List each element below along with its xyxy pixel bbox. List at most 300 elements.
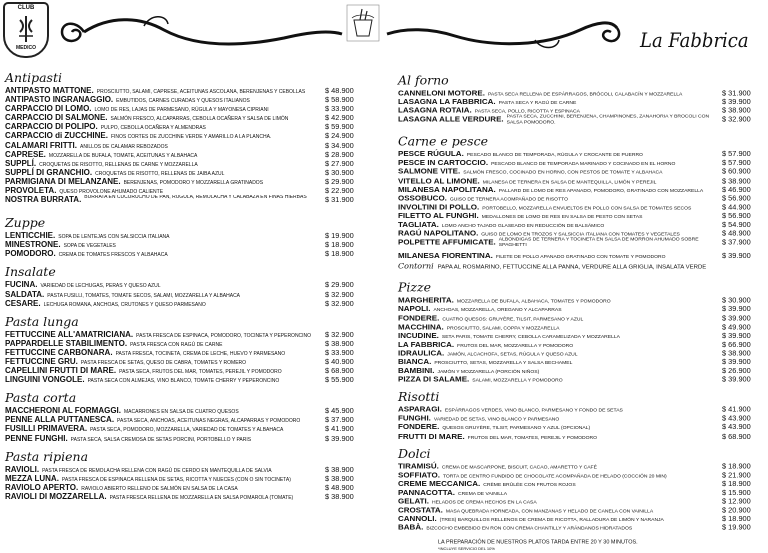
contorni-note (398, 262, 766, 273)
dish-price: $ 41.900 (722, 405, 751, 414)
dish-name: OSSOBUCO. (398, 193, 447, 203)
dish-description: PASTA SECA, FRUTOS DEL MAR, TOMATES, PEREJIL Y POMODORO (119, 369, 282, 376)
dish-price: $ 19.900 (722, 523, 751, 532)
preparation-time-note: LA PREPARACIÓN DE NUESTROS PLATOS TARDA ENTRE 20 Y 30 MINUTOS. (438, 539, 638, 546)
dish-name: RAVIOLO APERTO. (5, 482, 79, 492)
menu-item-antipasto-mattone (5, 86, 369, 95)
menu-item-fondere (398, 423, 766, 432)
menu-item-antipasto-ingranaggio (5, 95, 369, 104)
dish-name: LINGUINI VONGOLE. (5, 375, 85, 385)
dish-name: IDRAULICA. (398, 348, 445, 358)
dish-name: RAVIOLI DI MOZZARELLA. (5, 491, 107, 501)
dish-description: PASTA FRESCA DE ESPINACA RELLENA DE SETAS, RICOTTA Y NUECES (CON O SIN TOCINETA) (61, 476, 291, 483)
dish-price: $ 21.900 (722, 470, 751, 480)
dish-price: $ 38.900 (722, 348, 751, 358)
dish-name: FONDERE. (398, 313, 440, 323)
dish-price: $ 29.900 (325, 280, 354, 290)
dish-description: GUISO DE LOMO EN TROZOS Y SALSICCIA ITALIANA CON TOMATES Y VEGETALES (481, 231, 680, 238)
menu-item-incudine (398, 331, 766, 340)
menu-item-maccheroni-al-formaggi (5, 406, 369, 415)
menu-item-margherita (398, 296, 766, 305)
dish-price: $ 30.900 (722, 295, 751, 305)
logo-bottom-text: MEDICO (16, 45, 36, 51)
dish-description: MOZZARELLA DE BUFALA, ALBAHACA, TOMATES Y POMODORO (456, 298, 611, 305)
dish-price: $ 12.900 (722, 496, 751, 506)
dish-price: $ 29.900 (325, 176, 354, 186)
dish-description: PASTA SECA, ZUCCHINI, BERENJENA, CHAMPIÑONES, ZANAHORIA Y BRÓCOLI CON SALSA POMODORO. (506, 114, 710, 126)
section-title: Carne e pesce (398, 134, 766, 149)
section-title: Al forno (398, 73, 766, 88)
dish-name: FILETTO AL FUNGHI. (398, 211, 479, 221)
dish-description: MACARRONES EN SALSA DE CUATRO QUESOS (124, 409, 239, 416)
menu-item-cannoli (398, 514, 766, 523)
dish-description: RAVIOLO ABIERTO RELLENO DE SALMÓN EN SALSA DE LA CASA (81, 485, 238, 492)
menu-item-fettuccine-carbonara (5, 348, 369, 357)
dish-name: LA FABBRICA. (398, 339, 455, 349)
dish-description: SOPA DE VEGETALES (63, 243, 116, 250)
dish-price: $ 56.900 (722, 193, 751, 203)
dish-price: $ 55.900 (325, 375, 354, 385)
logo-top-text: CLUB (17, 5, 35, 11)
menu-item-vitello-al-limone (398, 176, 766, 185)
dish-description: GUISO DE TERNERA ACOMPAÑADO DE RISOTTO (449, 196, 568, 203)
dish-name: MACCHERONI AL FORMAGGI. (5, 406, 121, 416)
section-title: Pasta lunga (5, 314, 369, 330)
menu-item-saldata (5, 290, 369, 299)
dish-name: CANNELONI MOTORE. (398, 88, 485, 98)
menu-item-tagliata (398, 220, 766, 229)
dish-name: MEZZA LUNA. (5, 473, 59, 483)
dish-description: MEDALLONES DE LOMO DE RES EN SALSA DE PESTO CON SETAS (481, 214, 643, 221)
dish-name: FUCINA. (5, 280, 38, 290)
dish-name: MINESTRONE. (5, 240, 61, 250)
dish-price: $ 32.900 (325, 298, 354, 308)
left-flourish-icon (54, 10, 344, 54)
dish-description: PASTA SECA, ANCHOAS, ACEITUNAS NEGRAS, ALCAPARRAS Y POMODORO (117, 418, 301, 425)
menu-item-tiramisu (398, 462, 766, 471)
dish-name: PESCE IN CARTOCCIO. (398, 158, 489, 168)
dish-name: ASPARAGI. (398, 405, 442, 414)
dish-price: $ 43.900 (722, 422, 751, 432)
dish-price: $ 38.900 (722, 176, 751, 185)
dish-price: $ 57.900 (722, 149, 751, 159)
dish-price: $ 37.900 (722, 237, 751, 247)
dish-price: $ 39.900 (722, 304, 751, 314)
dish-description: BURRATA EN CUCURUCHO DE PAN, RÚGULA, REMOLACHA Y CALABAZA EN FINAS HIERBAS (84, 195, 307, 201)
dish-description: CREMA DE MASCARPONE, BISCUIT, CACAO, AMARETTO Y CAFÉ (441, 464, 597, 471)
menu-item-raviolo-aperto (5, 483, 369, 492)
menu-item-pizza-di-salame (398, 375, 766, 384)
dish-name: LASAGNA ROTAIA. (398, 106, 472, 115)
dish-name: CROSTATA. (398, 505, 443, 515)
dish-price: $ 68.900 (325, 366, 354, 376)
menu-item-nostra-burrata (5, 195, 369, 209)
dish-description: BERENJENAS, POMODORO Y MOZZARELLA GRATINADOS (123, 179, 264, 186)
menu-item-asparagi (398, 405, 766, 414)
dish-price: $ 34.900 (325, 140, 354, 150)
dish-description: FRUTOS DEL MAR, TOMATES, PEREJIL Y POMODORO (467, 434, 598, 441)
section-risotti (398, 390, 766, 441)
dish-price: $ 38.900 (325, 491, 354, 501)
dish-name: INVOLTINI DI POLLO. (398, 202, 480, 212)
dish-name: BIANCA. (398, 357, 432, 367)
dish-price: $ 32.900 (325, 289, 354, 299)
dish-price: $ 56.900 (722, 211, 751, 221)
menu-item-la-fabbrica (398, 340, 766, 349)
dish-name: CALAMARI FRITTI. (5, 140, 77, 150)
dish-name: CARPACCIO DI LOMO. (5, 104, 92, 114)
dish-description: SALAMI, MOZZARELLA Y POMODORO (472, 377, 563, 384)
dish-price: $ 31.900 (722, 88, 751, 98)
dish-name: PIZZA DI SALAME. (398, 375, 470, 384)
menu-item-creme-meccanica (398, 479, 766, 488)
dish-description: JAMÓN Y MOZZARELLA (PORCIÓN NIÑOS) (437, 369, 540, 375)
menu-item-linguini-vongole (5, 375, 369, 384)
dish-name: TAGLIATA. (398, 220, 439, 229)
section-antipasti (5, 70, 369, 209)
dish-price: $ 19.900 (325, 231, 354, 241)
menu-item-bianca (398, 357, 766, 366)
dish-name: PARMIGIANA DI MELANZANE. (5, 176, 121, 186)
dish-price: $ 48.900 (325, 482, 354, 492)
dish-price: $ 32.900 (325, 329, 354, 339)
dish-name: PAPPARDELLE STABILIMENTO. (5, 338, 128, 348)
dish-description: FILETE DE POLLO APANADO GRATINADO CON TOMATE Y POMODORO (495, 254, 666, 260)
menu-item-baba (398, 523, 766, 532)
section-al-forno (398, 73, 766, 128)
dish-description: FRUTOS DEL MAR, MOZZARELLA Y POMODORO (457, 342, 574, 349)
dish-price: $ 26.900 (722, 366, 751, 375)
menu-item-canneloni-motore (398, 88, 766, 97)
dish-name: FUSILLI PRIMAVERA. (5, 424, 88, 434)
dish-name: LENTICCHIE. (5, 231, 56, 241)
dish-name: CESARE. (5, 298, 41, 308)
menu-right-column (398, 73, 766, 551)
menu-item-macchina (398, 322, 766, 331)
dish-price: $ 40.900 (325, 356, 354, 366)
dish-name: MILANESA FIORENTINA. (398, 251, 493, 260)
dish-name: MARGHERITA. (398, 295, 454, 305)
dish-price: $ 28.900 (325, 149, 354, 159)
dish-price: $ 44.900 (722, 202, 751, 212)
dish-name: MILANESA NAPOLITANA. (398, 184, 496, 194)
dish-name: FRUTTI DI MARE. (398, 431, 465, 441)
dish-price: $ 39.900 (722, 331, 751, 340)
menu-item-fettuccine-all-amatriciana (5, 330, 369, 339)
dish-name: PROVOLETA. (5, 186, 57, 196)
menu-item-caprese (5, 150, 369, 159)
dish-price: $ 27.900 (325, 158, 354, 168)
dish-description: PASTA FRESCA DE ESPINACA, POMODORO, TOCINETA Y PEPERONCINO (136, 332, 312, 339)
dish-description: CROQUETAS DE RISOTTO, RELLENAS DE CARNE Y MOZZARELLA (39, 161, 198, 168)
menu-item-milanesa-napolitana (398, 185, 766, 194)
section-insalate (5, 264, 369, 307)
dish-description: VARIEDAD DE LECHUGAS, PERAS Y QUESO AZUL (40, 283, 161, 290)
dish-description: CREMA DE TOMATES FRESCOS Y ALBAHACA (58, 252, 168, 259)
menu-item-carpaccio-di-lomo (5, 104, 369, 113)
dish-price: $ 38.900 (325, 473, 354, 483)
menu-item-suppli (5, 159, 369, 168)
dish-name: POLPETTE AFFUMICATE. (398, 237, 496, 247)
dish-name: SALMONE VITE. (398, 167, 461, 177)
dish-description: CROQUETAS DE RISOTTO, RELLENAS DE JAIBA AZUL (95, 170, 225, 177)
dish-price: $ 48.900 (325, 86, 354, 95)
dish-price: $ 33.900 (325, 347, 354, 357)
dish-price: $ 37.900 (325, 415, 354, 425)
dish-description: PASTA SECA, SALSA CREMOSA DE SETAS PORCINI, PORTOBELLO Y PARIS (70, 436, 252, 443)
dish-price: $ 68.900 (722, 431, 751, 441)
dish-name: PESCE RÚGULA. (398, 149, 464, 159)
dish-description: JAMÓN, ALCACHOFA, SETAS, RÚGULA Y QUESO AZUL (447, 351, 578, 358)
menu-item-pannacotta (398, 488, 766, 497)
dish-description: CUATRO QUESOS: GRUYÈRE, TILSIT, PARMESANO Y AZUL (442, 316, 584, 323)
dish-price: $ 46.900 (722, 184, 751, 194)
dish-name: GELATI. (398, 496, 429, 506)
dish-name: FETTUCCINE ALL'AMATRICIANA. (5, 329, 134, 339)
menu-item-napoli (398, 305, 766, 314)
section-title: Pizze (398, 280, 766, 295)
menu-item-gelati (398, 497, 766, 506)
dish-price: $ 59.900 (325, 122, 354, 132)
dish-price: $ 31.900 (325, 195, 354, 205)
dish-price: $ 15.900 (722, 488, 751, 497)
dish-price: $ 38.900 (722, 106, 751, 115)
dish-description: CREMA DE VAINILLA (458, 490, 508, 497)
dish-name: SUPPLÍ. (5, 158, 37, 168)
dish-description: CRÈME BRÛLÉE CON FRUTOS ROJOS (483, 482, 576, 488)
section-title: Pasta corta (5, 390, 369, 406)
menu-item-capellini-frutti-di-mare (5, 366, 369, 375)
dish-description: SALMÓN FRESCO, COCINADO EN HORNO, CON PESTOS DE TOMATE Y ALBAHACA (463, 170, 663, 177)
section-title: Risotti (398, 390, 766, 405)
menu-item-funghi (398, 414, 766, 423)
dish-price: $ 39.900 (722, 97, 751, 106)
menu-item-penne-funghi (5, 434, 369, 443)
dish-description: HELADOS DE CREMA HECHOS EN LA CASA (431, 499, 537, 506)
dish-name: BABÀ. (398, 523, 424, 532)
dish-price: $ 49.900 (722, 322, 751, 331)
section-pasta-ripiena (5, 449, 369, 501)
menu-item-idraulica (398, 349, 766, 358)
dish-name: VITELLO AL LIMONE. (398, 176, 480, 185)
dish-name: FUNGHI. (398, 413, 431, 423)
menu-item-mezza-luna (5, 474, 369, 483)
section-dolci (398, 446, 766, 532)
menu-item-crostata (398, 506, 766, 515)
menu-item-ragu-napolitano (398, 229, 766, 238)
dish-name: MACCHINA. (398, 322, 444, 331)
dish-price: $ 24.900 (325, 131, 354, 141)
dish-name: NAPOLI. (398, 304, 431, 314)
dish-description: PASTA FRESCA RELLENA DE MOZZARELLA EN SALSA POMAROLA (TOMATE) (109, 494, 294, 501)
menu-item-carpaccio-di-salmone (5, 113, 369, 122)
dish-price: $ 38.900 (325, 338, 354, 348)
dish-description: PASTA SECA, POLLO, RICOTTA Y ESPINACA (474, 108, 580, 115)
dish-name: FETTUCCINE CARBONARA. (5, 347, 113, 357)
dish-price: $ 18.900 (722, 479, 751, 488)
menu-item-carpaccio-di-zucchine (5, 131, 369, 140)
dish-description: MILANESA DE TERNERA EN SALSA DE MANTEQUILLA, LIMÓN Y PEREJIL (482, 179, 657, 185)
dish-name: FONDERE. (398, 422, 440, 432)
dish-description: PASTA FUSILLI, TOMATES, TOMATE SECOS, SALAMI, MOZZARELLA Y ALBAHACA (47, 292, 241, 299)
dish-description: SETA PARIS, TOMATE CHERRY, CEBOLLA CARAMELIZADA Y MOZZARELLA (441, 333, 621, 340)
dish-name: CAPELLINI FRUTTI DI MARE. (5, 366, 117, 376)
dish-name: CREME MECCANICA. (398, 479, 481, 488)
menu-item-ossobuco (398, 194, 766, 203)
dish-name: CAPRESE. (5, 149, 46, 159)
dish-description: PALLARD DE LOMO DE RES APANADO, POMODORO, GRATINADO CON MOZZARELLA (498, 187, 704, 194)
dish-description: QUESOS GRUYÈRE, TILSIT, PARMESANO Y AZUL (OPCIONAL) (442, 425, 591, 432)
dish-description: PASTA SECA, POMODORO, MOZZARELLA, VARIEDAD DE TOMATES Y ALBAHACA (90, 427, 284, 434)
dish-description: PASTA FRESCA, TOCINETA, CREMA DE LECHE, HUEVO Y PARMESANO (115, 350, 286, 357)
menu-item-bambini (398, 366, 766, 375)
dish-description: LECHUGA ROMANA, ANCHOAS, CRUTONES Y QUESO PARMESANO (43, 301, 206, 308)
dish-name: CARPACCIO di ZUCCHINE. (5, 131, 108, 141)
dish-description: TORTA DE CENTRO FUNDIDO DE CHOCOLATE ACOMPAÑADA DE HELADO (COCCIÓN 20 MIN) (442, 473, 667, 480)
dish-description: MASA QUEBRADA HORNEADA, CON MANZANAS Y HELADO DE CANELA CON VAINILLA (445, 508, 654, 515)
dish-description: PORTOBELLO, MOZZARELLA ENVUELTOS EN POLLO CON SALSA DE TOMATES SECOS (482, 205, 692, 212)
crest-icon (13, 14, 39, 44)
dish-description: PASTA SECA Y RAGÚ DE CARNE (498, 100, 577, 106)
contorni-text: PAPA AL ROSMARINO, FETTUCCINE ALLA PANNA, VERDURE ALLA GRIGLIA, INSALATA VERDE (437, 264, 707, 271)
menu-item-pomodoro (5, 249, 369, 258)
dish-description: PASTA SECA CON ALMEJAS, VINO BLANCO, TOMATE CHERRY Y PEPERONCINO (87, 378, 280, 385)
dish-description: LOMO DE RES, LAJAS DE PARMESANO, RÚGULA Y MAYONESA CIPRIANI (94, 107, 269, 114)
dish-name: CARPACCIO DI POLIPO. (5, 122, 98, 132)
dish-price: $ 32.900 (722, 114, 751, 124)
menu-item-parmigiana-di-melanzane (5, 177, 369, 186)
club-medico-logo (3, 2, 49, 58)
dish-description: PULPO, CEBOLLA OCAÑERA Y ALMENDRAS (100, 125, 206, 132)
dish-price: $ 39.900 (722, 251, 751, 260)
dish-price: $ 60.900 (722, 167, 751, 177)
dish-description: QUESO PROVOLONE AHUMADO CALIENTE (59, 189, 164, 196)
menu-item-soffiato (398, 470, 766, 479)
dish-description: PASTA SECA RELLENA DE ESPÁRRAGOS, BRÓCOLI, CALABACÍN Y MOZZARELLA (487, 91, 683, 98)
dish-price: $ 39.900 (722, 313, 751, 323)
dish-name: POMODORO. (5, 249, 56, 259)
dish-price: $ 39.900 (325, 433, 354, 443)
dish-name: PANNACOTTA. (398, 488, 456, 497)
dish-price: $ 39.900 (722, 375, 751, 384)
dish-price: $ 18.900 (325, 240, 354, 250)
dish-description: PASTA FRESCA CON RAGÚ DE CARNE (130, 341, 223, 348)
dish-description: PASTA FRESCA DE REMOLACHA RELLENA CON RAGÚ DE CERDO EN MANTEQUILLA DE SALVIA (42, 467, 272, 474)
menu-item-fettuccine-gru (5, 357, 369, 366)
dish-description: PROSCIUTTO, SALAMI, COPPA Y MOZZARELLA (446, 325, 560, 331)
dish-price: $ 48.900 (722, 228, 751, 238)
menu-item-ravioli-di-mozzarella (5, 492, 369, 501)
dish-description: ANCHOAS, MOZZARELLA, OREGANO Y ALCAPARRAS (433, 307, 562, 314)
dish-description: SOPA DE LENTEJAS CON SALSICCIA ITALIANA (58, 234, 170, 241)
dish-name: PENNE FUNGHI. (5, 433, 68, 443)
dish-price: $ 42.900 (325, 113, 354, 123)
dish-name: CARPACCIO DI SALMONE. (5, 113, 108, 123)
dish-name: SOFFIATO. (398, 470, 440, 480)
menu-item-salmone-vite (398, 167, 766, 176)
menu-item-minestrone (5, 240, 369, 249)
dish-name: ANTIPASTO INGRANAGGIO. (5, 95, 114, 105)
menu-item-pesce-rugula (398, 150, 766, 159)
menu-item-suppli-di-granchio (5, 168, 369, 177)
section-zuppe (5, 215, 369, 258)
menu-left-column (5, 70, 369, 507)
dish-description: ALBÓNDIGAS DE TERNERA Y TOCINETA EN SALSA DE MORRÓN AHUMADO SOBRE SPAGHETTI (498, 237, 699, 248)
menu-item-fondere (398, 313, 766, 322)
dish-name: RAVIOLI. (5, 464, 40, 474)
dish-price: $ 45.900 (325, 406, 354, 416)
dish-name: SUPPLÍ DI GRANCHIO. (5, 167, 93, 177)
menu-item-lenticchie (5, 231, 369, 240)
dish-price: $ 18.900 (722, 461, 751, 471)
restaurant-name: La Fabbrica (640, 28, 749, 52)
dish-name: INCUDINE. (398, 331, 439, 340)
right-flourish-icon (385, 10, 625, 54)
dish-price: $ 58.900 (325, 95, 354, 105)
dish-name: RAGÚ NAPOLITANO. (398, 228, 479, 238)
menu-item-pesce-in-cartoccio (398, 159, 766, 168)
menu-item-fusilli-primavera (5, 424, 369, 433)
dish-price: $ 18.900 (325, 249, 354, 259)
dish-name: ANTIPASTO MATTONE. (5, 86, 94, 95)
dish-price: $ 57.900 (722, 158, 751, 168)
section-title: Pasta ripiena (5, 449, 369, 465)
dish-price: $ 33.900 (325, 104, 354, 114)
dish-description: PROSCIUTTO, SALAMI, CAPRESE, ACEITUNAS ASCOLANA, BERENJENAS Y CEBOLLAS (96, 89, 306, 95)
dish-name: LASAGNA ALLE VERDURE. (398, 114, 504, 124)
section-title: Insalate (5, 264, 369, 280)
dish-price: $ 54.900 (722, 220, 751, 229)
menu-item-frutti-di-mare (398, 432, 766, 441)
dish-price: $ 39.900 (722, 357, 751, 367)
dish-price: $ 66.900 (722, 339, 751, 349)
dish-price: $ 22.900 (325, 186, 354, 196)
dish-name: CANNOLI. (398, 514, 437, 524)
dish-description: PROSCIUTTO, SETAS, MOZZARELLA Y SALSA BECHAMEL (434, 360, 573, 367)
menu-item-provoleta (5, 186, 369, 195)
menu-item-lasagna-alle-verdure (398, 115, 766, 129)
menu-item-filetto-al-funghi (398, 211, 766, 220)
dish-price: $ 30.900 (325, 167, 354, 177)
dish-name: LASAGNA LA FABBRICA. (398, 97, 496, 106)
menu-item-lasagna-la-fabbrica (398, 97, 766, 106)
section-title: Dolci (398, 446, 766, 461)
dish-name: NOSTRA BURRATA. (5, 195, 82, 205)
dish-name: FETTUCCINE GRU. (5, 356, 78, 366)
section-pasta-corta (5, 390, 369, 442)
menu-item-cesare (5, 299, 369, 308)
section-pasta-lunga (5, 314, 369, 385)
menu-item-calamari-fritti (5, 141, 369, 150)
dish-price: $ 20.900 (722, 505, 751, 515)
menu-item-pappardelle-stabilimento (5, 339, 369, 348)
dish-price: $ 43.900 (722, 413, 751, 423)
service-note: *INCLUYE SERVICIO DEL 10% (438, 546, 495, 552)
menu-item-penne-alla-puttanesca (5, 415, 369, 424)
dish-description: BIZCOCHO EMBEBIDO EN RON CON CREMA CHANTILLY Y ARÁNDANOS HIDRATADOS (426, 526, 633, 532)
dish-price: $ 18.900 (722, 514, 751, 524)
dish-description: VARIEDAD DE SETAS, VINO BLANCO Y PARMESANO (433, 416, 560, 423)
dish-description: EMBUTIDOS, CARNES CURADAS Y QUESOS ITALIANOS (116, 98, 250, 105)
menu-item-fucina (5, 280, 369, 289)
menu-item-carpaccio-di-polipo (5, 122, 369, 131)
dish-description: SALMÓN FRESCO, ALCAPARRAS, CEBOLLA OCAÑERA Y SALSA DE LIMÓN (110, 116, 289, 123)
dish-name: BAMBINI. (398, 366, 435, 375)
menu-item-polpette-affumicate (398, 238, 766, 252)
menu-item-lasagna-rotaia (398, 106, 766, 115)
section-carne-e-pesce (398, 134, 766, 260)
dish-description: PASTA FRESCA DE SETAS, QUESO DE CABRA, TOMATES Y ROMERO (80, 359, 247, 366)
